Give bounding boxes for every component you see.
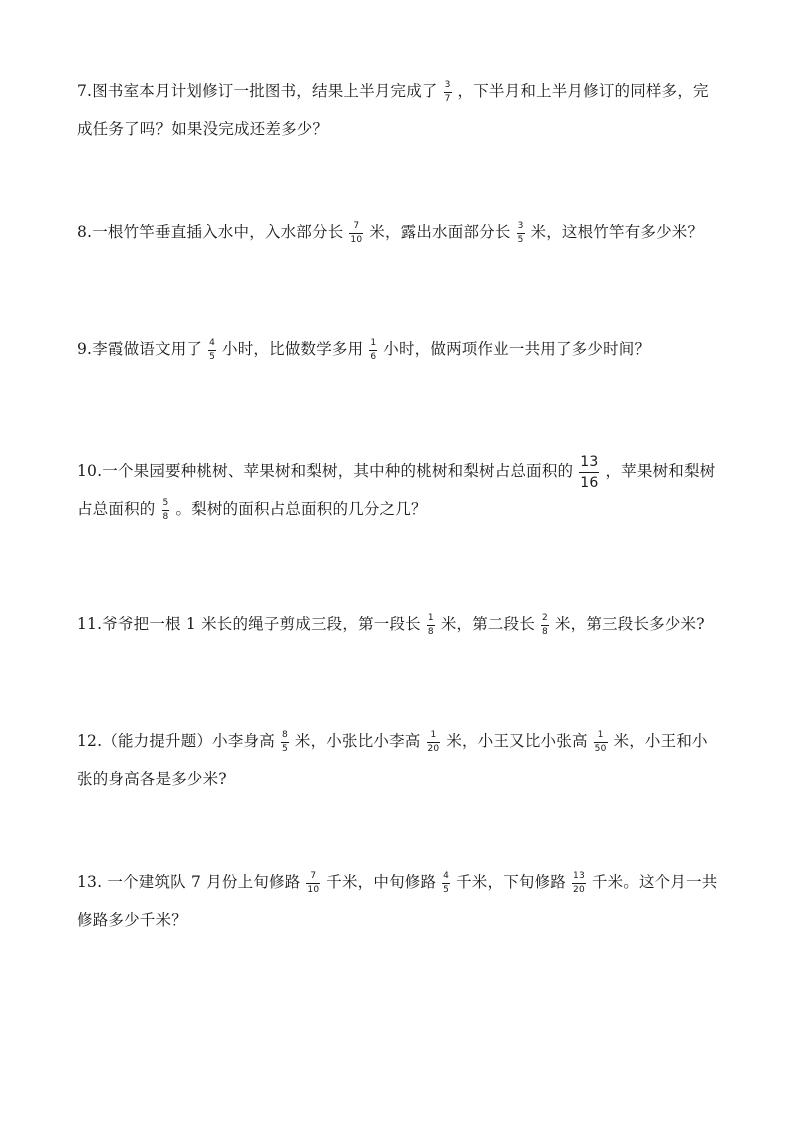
fraction-denominator: 10: [350, 234, 363, 245]
problem-text: 9.李霞做语文用了: [77, 340, 203, 358]
problem-text: 小时，比做数学多用: [222, 340, 364, 358]
fraction: [442, 872, 450, 895]
problem-text: 修路多少千米？: [77, 911, 187, 929]
fraction-numerator: 13: [580, 453, 599, 470]
fraction: [349, 222, 363, 245]
fraction-bar: [427, 625, 435, 626]
fraction-denominator: 5: [209, 351, 216, 362]
problem-text: 7.图书室本月计划修订一批图书，结果上半月完成了: [77, 82, 438, 100]
problem-text: 张的身高各是多少米?: [77, 770, 227, 788]
problem-text: 12.（能力提升题）小李身高: [77, 732, 275, 750]
problem-line: [77, 901, 727, 939]
fraction-numerator: 7: [353, 220, 360, 231]
problem-line: [77, 760, 727, 798]
fraction-numerator: 3: [517, 220, 524, 231]
fraction-denominator: 8: [542, 626, 548, 637]
problem-text: 米，这根竹竿有多少米？: [530, 223, 704, 241]
fraction-denominator: 8: [162, 511, 169, 522]
fraction-denominator: 6: [370, 351, 377, 362]
fraction-numerator: 2: [542, 612, 548, 623]
fraction-denominator: 5: [517, 234, 524, 245]
fraction-denominator: 20: [427, 743, 440, 754]
fraction-denominator: 10: [307, 884, 320, 895]
problem-text: 米，小王和小: [613, 732, 708, 750]
problem-text: 小时，做两项作业一共用了多少时间？: [383, 340, 651, 358]
problem-text: 。梨树的面积占总面积的几分之几？: [175, 500, 427, 518]
problem-text: 米，露出水面部分长: [369, 223, 511, 241]
fraction-numerator: 4: [443, 870, 450, 881]
fraction-numerator: 13: [573, 870, 585, 881]
problem-text: 11.爷爷把一根 1 米长的绳子剪成三段，第一段长: [77, 615, 421, 633]
problem-text: 米，小张比小李高: [294, 732, 421, 750]
fraction: [208, 339, 216, 362]
fraction-bar: [427, 742, 441, 743]
fraction-bar: [162, 510, 170, 511]
problem-text: 千米，中旬修路: [326, 873, 437, 891]
problem-line: [77, 605, 727, 643]
fraction: [427, 614, 435, 637]
problem-text: 13. 一个建筑队 7 月份上旬修路: [77, 873, 301, 891]
fraction: [306, 872, 320, 895]
fraction-bar: [442, 883, 450, 884]
fraction: [427, 731, 441, 754]
problem-11: [77, 605, 727, 643]
fraction-bar: [541, 625, 549, 626]
fraction-denominator: 50: [594, 743, 607, 754]
problem-line: [77, 213, 727, 251]
fraction: [369, 339, 377, 362]
fraction-numerator: 1: [427, 612, 434, 623]
problem-7: [77, 72, 727, 148]
problem-text: 10.一个果园要种桃树、苹果树和梨树，其中种的桃树和梨树占总面积的: [77, 462, 574, 480]
fraction-numerator: 7: [310, 870, 317, 881]
fraction: [594, 731, 608, 754]
fraction-bar: [517, 233, 525, 234]
problem-text: 8.一根竹竿垂直插入水中，入水部分长: [77, 223, 344, 241]
fraction-bar: [369, 350, 377, 351]
problem-text: ，下半月和上半月修订的同样多，完: [457, 82, 709, 100]
fraction-bar: [444, 92, 452, 93]
fraction-numerator: 1: [370, 337, 377, 348]
problem-text: 米，小王又比小张高: [446, 732, 588, 750]
problem-text: 千米。这个月一共: [591, 873, 718, 891]
fraction-denominator: 5: [281, 743, 288, 754]
fraction: [579, 455, 599, 490]
fraction-bar: [208, 350, 216, 351]
fraction-bar: [281, 742, 289, 743]
fraction-bar: [572, 883, 586, 884]
fraction: [444, 81, 452, 104]
problem-line: [77, 72, 727, 110]
problem-text: ，苹果树和梨树: [605, 462, 716, 480]
fraction: [162, 499, 170, 522]
fraction: [541, 614, 549, 637]
fraction-bar: [349, 233, 363, 234]
problem-line: [77, 490, 727, 528]
fraction-denominator: 20: [573, 884, 585, 895]
fraction-numerator: 1: [597, 729, 604, 740]
fraction: [281, 731, 289, 754]
fraction-denominator: 7: [444, 93, 451, 104]
fraction-numerator: 8: [281, 729, 288, 740]
problem-text: 千米，下旬修路: [456, 873, 567, 891]
problem-8: [77, 213, 727, 251]
problem-12: [77, 722, 727, 798]
fraction-numerator: 5: [162, 497, 169, 508]
fraction-bar: [579, 472, 599, 473]
problem-text: 成任务了吗？如果没完成还差多少？: [77, 120, 329, 138]
problem-13: [77, 863, 727, 939]
problem-text: 米，第二段长: [440, 615, 536, 633]
problem-text: 占总面积的: [77, 500, 156, 518]
fraction-numerator: 1: [430, 729, 437, 740]
fraction-numerator: 3: [444, 79, 451, 90]
fraction-denominator: 16: [580, 474, 599, 491]
problem-line: [77, 452, 727, 490]
problem-text: 米，第三段长多少米?: [554, 615, 705, 633]
problem-line: [77, 863, 727, 901]
fraction-numerator: 4: [209, 337, 216, 348]
fraction-bar: [306, 883, 320, 884]
problem-10: [77, 452, 727, 528]
problem-9: [77, 330, 727, 368]
fraction-denominator: 5: [443, 884, 450, 895]
problem-line: [77, 722, 727, 760]
fraction-denominator: 8: [427, 626, 434, 637]
problem-line: [77, 330, 727, 368]
fraction: [572, 872, 586, 895]
problem-line: [77, 110, 727, 148]
fraction-bar: [594, 742, 608, 743]
fraction: [517, 222, 525, 245]
